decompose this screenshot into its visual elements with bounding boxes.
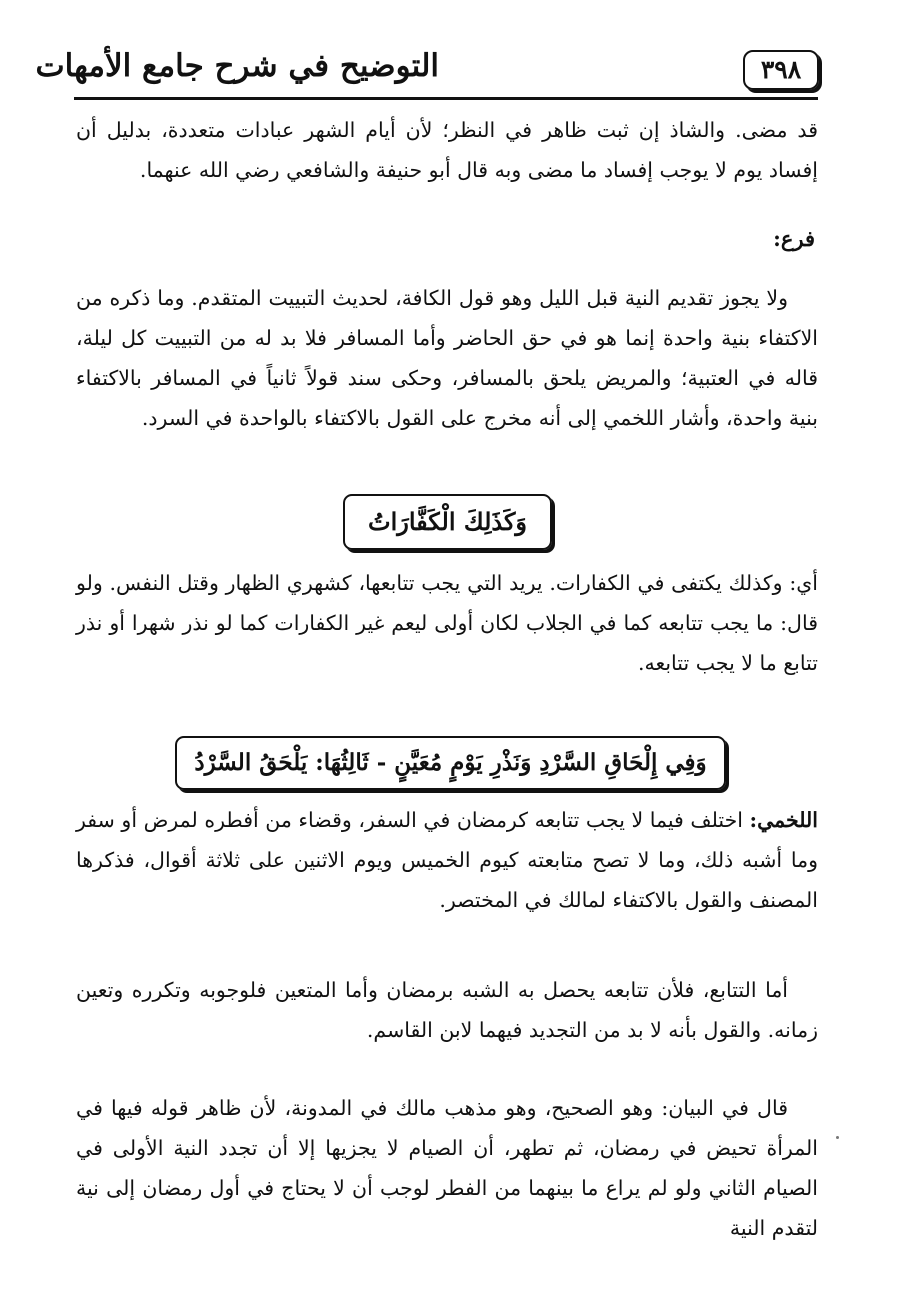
paragraph-niyya: ولا يجوز تقديم النية قبل الليل وهو قول الكافة، لحديث التبييت المتقدم. وما ذكره من الاكتفاء بنية واحدة إنما هو في حق الحاضر وأما المسافر فلا بد له من التبييت كل ليلة، قاله في العتبية؛ والمريض يلحق بالمسافر، وحكى سند قولاً ثانياً في المسافر بالاكتفاء بنية واحدة، وأشار اللخمي إلى أنه مخرج على القول بالاكتفاء بالواحدة في السرد. [76, 286, 818, 430]
scan-speck [836, 1136, 839, 1139]
page-number: ٣٩٨ [743, 50, 819, 90]
section-heading-far: فرع: [773, 226, 815, 251]
paragraph-lakhmi [76, 800, 818, 920]
header-rule [74, 97, 818, 100]
paragraph-bayan: قال في البيان: وهو الصحيح، وهو مذهب مالك في المدونة، لأن ظاهر قوله فيها في المرأة تحيض في رمضان، ثم تطهر، أن الصيام لا يجزيها إلا أن تجدد النية الأولى في الصيام الثاني ولو لم يراع ما بينهما من الفطر لوجب أن لا يحتاج في أول رمضان إلى نية لتقدم النية [76, 1096, 818, 1240]
paragraph-continuation: قد مضى. والشاذ إن ثبت ظاهر في النظر؛ لأن أيام الشهر عبادات متعددة، بدليل أن إفساد يوم لا يوجب إفساد ما مضى وبه قال أبو حنيفة والشافعي رضي الله عنهما. [76, 118, 818, 182]
matn-heading-kaffarat: وَكَذَلِكَ الْكَفَّارَاتُ [343, 494, 552, 550]
paragraph-tatabu: أما التتابع، فلأن تتابعه يحصل به الشبه برمضان وأما المتعين فلوجوبه وتكرره وتعين زمانه. والقول بأنه لا بد من التجديد فيهما لابن القاسم. [76, 978, 818, 1042]
page-header [35, 40, 819, 98]
matn-heading-sard: وَفِي إِلْحَاقِ السَّرْدِ وَنَذْرِ يَوْمٍ مُعَيَّنٍ - ثَالِثُهَا: يَلْحَقُ السَّرْدُ [175, 736, 726, 790]
running-title: التوضيح في شرح جامع الأمهات [35, 48, 439, 84]
paragraph-kaffarat: أي: وكذلك يكتفى في الكفارات. يريد التي يجب تتابعها، كشهري الظهار وقتل النفس. ولو قال: ما يجب تتابعه كما في الجلاب لكان أولى ليعم غير الكفارات كما لو نذر شهرا أو نذر تتابع ما لا يجب تتابعه. [76, 571, 818, 675]
paragraph-lakhmi-text: اختلف فيما لا يجب تتابعه كرمضان في السفر، وقضاء من أفطره لمرض أو سفر وما أشبه ذلك، وما لا تصح متابعته كيوم الخميس ويوم الاثنين على ثلاثة أقوال، فذكرها المصنف والقول بالاكتفاء لمالك في المختصر. [76, 808, 818, 912]
author-run-in: اللخمي: [749, 808, 818, 832]
